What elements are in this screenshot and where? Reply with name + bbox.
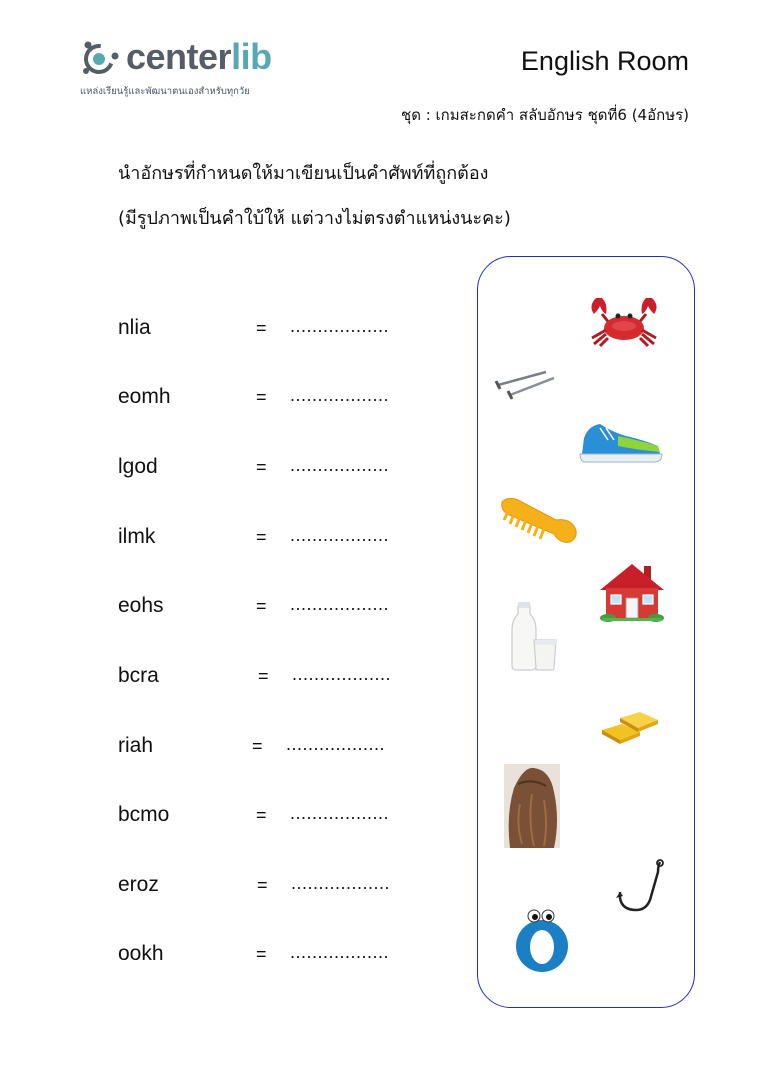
scrambled-word: eroz bbox=[118, 873, 159, 896]
hook-icon bbox=[614, 858, 668, 914]
exercise-row bbox=[118, 803, 448, 829]
scrambled-word: eomh bbox=[118, 385, 171, 408]
equals-sign: = bbox=[256, 457, 267, 477]
equals-sign: = bbox=[257, 875, 268, 895]
scrambled-word: eohs bbox=[118, 594, 164, 617]
hair-icon bbox=[504, 764, 560, 848]
scrambled-word: lgod bbox=[118, 455, 158, 478]
shoe-icon bbox=[578, 418, 664, 464]
scrambled-word: ookh bbox=[118, 942, 164, 965]
exercise-row bbox=[118, 316, 448, 342]
scrambled-word: bcmo bbox=[118, 803, 170, 826]
nail-icon bbox=[492, 366, 556, 400]
scrambled-word: bcra bbox=[118, 664, 159, 687]
equals-sign: = bbox=[256, 805, 267, 825]
centerlib-logo-icon bbox=[78, 36, 124, 82]
answer-blank[interactable]: .................. bbox=[286, 734, 386, 754]
set-label: ชุด : เกมสะกดคำ สลับอักษร ชุดที่6 (4อักษร) bbox=[401, 106, 689, 124]
exercise-row bbox=[118, 455, 448, 481]
exercise-row bbox=[118, 873, 448, 899]
exercise-row bbox=[118, 664, 448, 690]
logo-tagline: แหล่งเรียนรู้และพัฒนาตนเองสำหรับทุกวัย bbox=[80, 86, 250, 97]
answer-blank[interactable]: .................. bbox=[290, 942, 390, 962]
equals-sign: = bbox=[256, 944, 267, 964]
exercise-row bbox=[118, 525, 448, 551]
equals-sign: = bbox=[252, 736, 263, 756]
answer-blank[interactable]: .................. bbox=[292, 664, 392, 684]
scrambled-word: ilmk bbox=[118, 525, 156, 548]
answer-blank[interactable]: .................. bbox=[290, 316, 390, 336]
instruction-line-1: นำอักษรที่กำหนดให้มาเขียนเป็นคำศัพท์ที่ถูกต้อง bbox=[118, 163, 489, 184]
equals-sign: = bbox=[258, 666, 269, 686]
comb-icon bbox=[498, 494, 580, 548]
answer-blank[interactable]: .................. bbox=[290, 594, 390, 614]
equals-sign: = bbox=[256, 318, 267, 338]
answer-blank[interactable]: .................. bbox=[291, 873, 391, 893]
zero-icon bbox=[512, 906, 574, 974]
exercise-row bbox=[118, 594, 448, 620]
answer-blank[interactable]: .................. bbox=[290, 455, 390, 475]
logo-wordmark: centerlib bbox=[126, 36, 272, 77]
scrambled-word: nlia bbox=[118, 316, 151, 339]
equals-sign: = bbox=[256, 596, 267, 616]
house-icon bbox=[598, 560, 666, 622]
scrambled-word: riah bbox=[118, 734, 154, 757]
answer-blank[interactable]: .................. bbox=[290, 525, 390, 545]
answer-blank[interactable]: .................. bbox=[290, 385, 390, 405]
page-title: English Room bbox=[520, 46, 689, 76]
milk-icon bbox=[510, 600, 560, 672]
instruction-line-2: (มีรูปภาพเป็นคำใบ้ให้ แต่วางไม่ตรงตำแหน่งนะคะ) bbox=[118, 208, 511, 229]
centerlib-logo bbox=[78, 36, 308, 100]
exercise-row bbox=[118, 942, 448, 968]
equals-sign: = bbox=[256, 387, 267, 407]
gold-icon bbox=[598, 704, 662, 746]
exercise-row bbox=[118, 385, 448, 411]
exercise-row bbox=[118, 734, 448, 760]
crab-icon bbox=[586, 292, 662, 348]
answer-blank[interactable]: .................. bbox=[290, 803, 390, 823]
equals-sign: = bbox=[256, 527, 267, 547]
